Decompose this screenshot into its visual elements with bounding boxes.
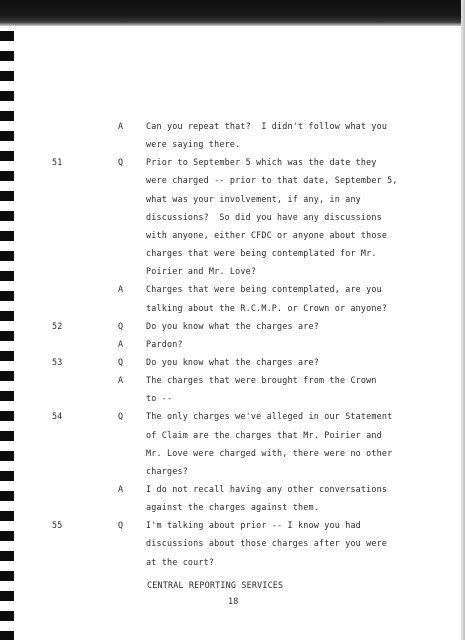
speaker-answer-label: A [118, 284, 124, 295]
question-number: 51 [52, 157, 63, 168]
transcript-line: talking about the R.C.M.P. or Crown or anyone? [146, 302, 388, 313]
transcript-line: at the court? [146, 556, 215, 567]
transcript-line: Charges that were being contemplated, are you [146, 284, 382, 295]
transcript-line: Pardon? [146, 338, 183, 349]
question-number: 54 [52, 411, 63, 422]
transcript-line: discussions about those charges after you were [146, 538, 388, 549]
speaker-question-label: Q [118, 157, 124, 168]
transcript-line: I'm talking about prior -- I know you had [146, 520, 361, 531]
transcript-line: discussions? So did you have any discussions [146, 211, 382, 222]
transcript-line: of Claim are the charges that Mr. Poirier and [146, 429, 382, 440]
transcript-line: charges that were being contemplated for Mr. [146, 248, 377, 259]
transcript-line: The only charges we've alleged in our Statement [146, 411, 393, 422]
speaker-answer-label: A [118, 121, 124, 131]
transcript-line: charges? [146, 465, 188, 476]
transcript-line: Poirier and Mr. Love? [146, 266, 257, 277]
question-number: 55 [52, 520, 63, 531]
page-number: 18 [228, 596, 239, 606]
transcript-line: I do not recall having any other conversations [146, 484, 388, 494]
question-number: 52 [52, 320, 63, 331]
transcript-line: Do you know what the charges are? [146, 320, 319, 331]
transcript-line: Prior to September 5 which was the date they [146, 157, 377, 168]
speaker-question-label: Q [118, 411, 124, 422]
speaker-question-label: Q [118, 356, 124, 367]
transcript-line: Do you know what the charges are? [146, 356, 319, 367]
speaker-answer-label: A [118, 338, 124, 349]
transcript-line: against the charges against them. [146, 502, 319, 513]
question-number: 53 [52, 356, 63, 367]
transcript-line: were charged -- prior to that date, September 5, [146, 175, 398, 186]
transcript-line: Mr. Love were charged with, there were no other [146, 447, 393, 458]
speaker-answer-label: A [118, 484, 124, 494]
transcript-line: to -- [146, 393, 173, 404]
reporting-service-footer: CENTRAL REPORTING SERVICES [147, 580, 284, 590]
transcript-line: The charges that were brought from the Crown [146, 375, 377, 386]
transcript-line: with anyone, either CFDC or anyone about those [146, 229, 388, 240]
transcript-line: Can you repeat that? I didn't follow what you [146, 121, 388, 131]
speaker-question-label: Q [118, 520, 124, 531]
transcript-line: what was your involvement, if any, in any [146, 193, 361, 204]
speaker-question-label: Q [118, 320, 124, 331]
speaker-answer-label: A [118, 375, 124, 386]
transcript-line: were saying there. [146, 139, 241, 150]
